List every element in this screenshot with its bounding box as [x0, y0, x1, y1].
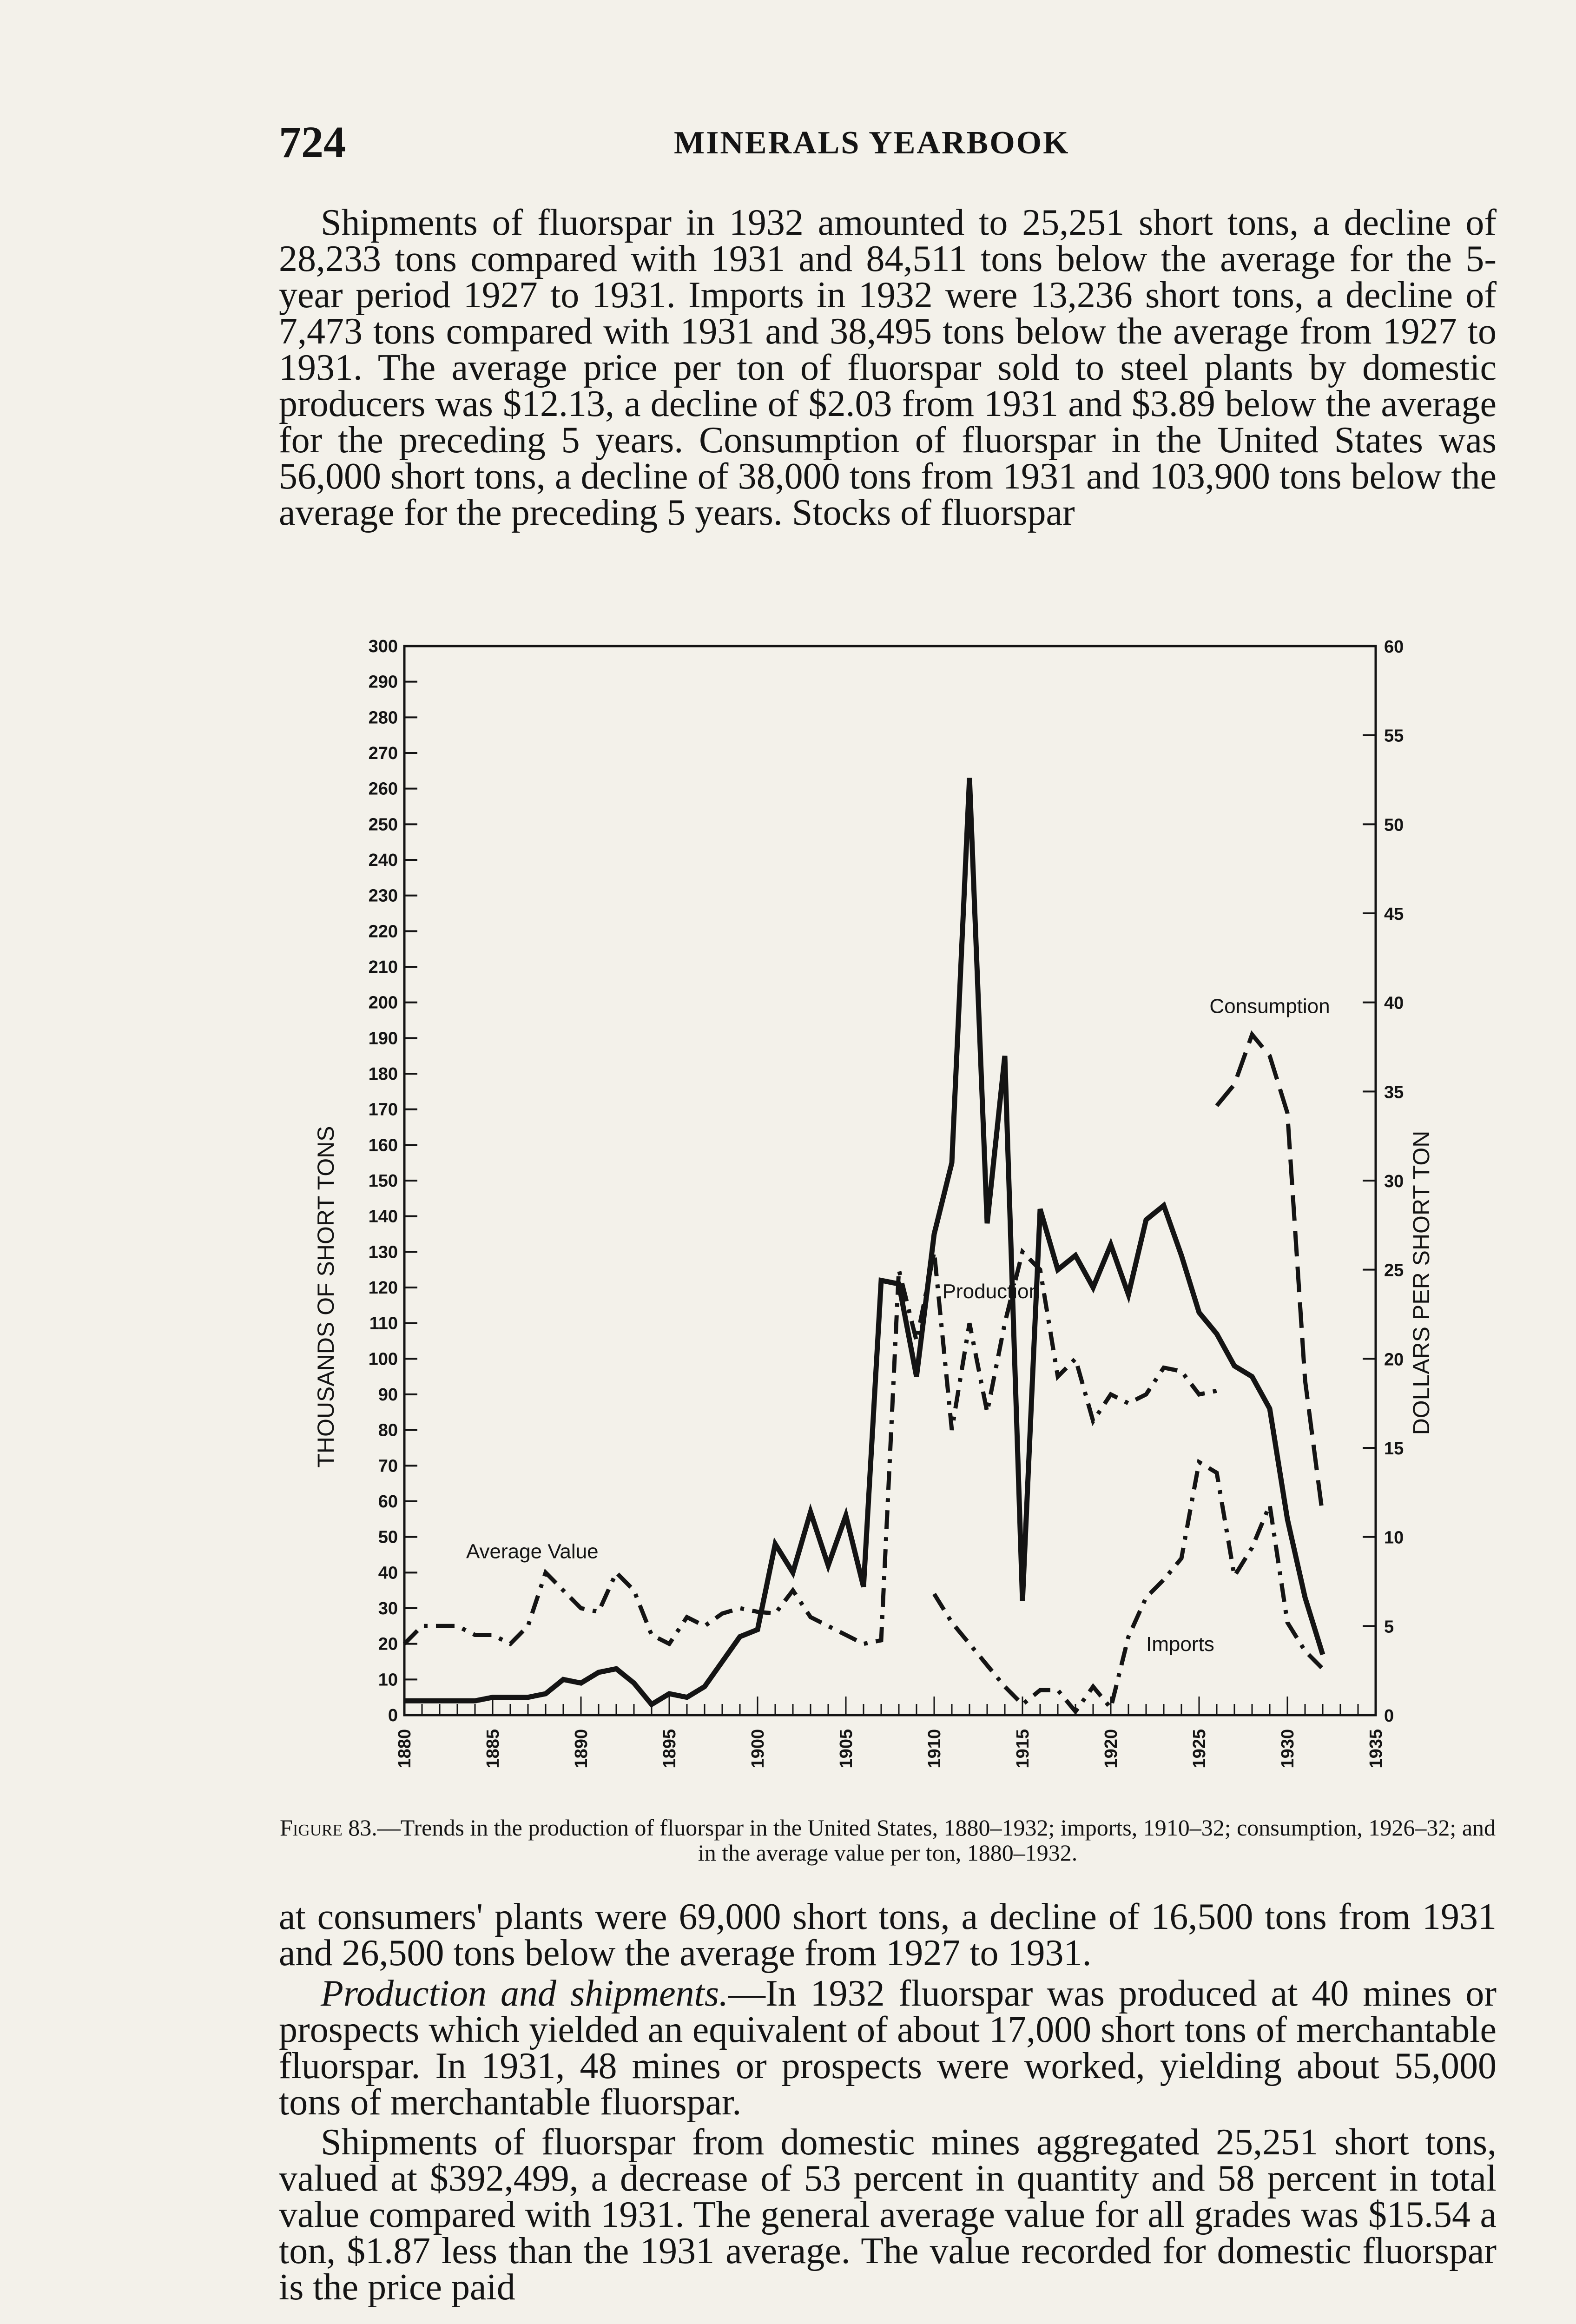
- series-label-production: Production: [942, 1280, 1040, 1303]
- y-tick-label: 290: [368, 672, 398, 692]
- page-number: 724: [279, 117, 346, 167]
- y2-tick-label: 35: [1384, 1083, 1404, 1103]
- y2-tick-label: 45: [1384, 905, 1404, 924]
- paragraph-production-text: —In 1932 fluorspar was produced at 40 mines or prospects which yielded an equivalent of about 17,000 short tons of merchantable fluorspar. In 1931, 48 mines or prospects were worked, yielding about 55,000 tons of merchantable fluorspar.: [279, 1973, 1497, 2123]
- y-tick-label: 160: [368, 1136, 398, 1155]
- y-tick-label: 100: [368, 1349, 398, 1369]
- y-tick-label: 40: [378, 1563, 398, 1583]
- x-tick-label: 1885: [483, 1729, 503, 1769]
- series-line-imports: [934, 1462, 1323, 1712]
- y2-axis-title: DOLLARS PER SHORT TON: [1408, 1130, 1434, 1435]
- y2-tick-label: 15: [1384, 1439, 1404, 1459]
- y-tick-label: 0: [388, 1706, 398, 1725]
- x-tick-label: 1915: [1013, 1729, 1033, 1769]
- paragraph-production: [279, 1973, 1497, 2123]
- y-tick-label: 70: [378, 1456, 398, 1476]
- series-line-average-value: [404, 1252, 1217, 1644]
- series-label-imports: Imports: [1146, 1633, 1214, 1656]
- y-tick-label: 300: [368, 637, 398, 656]
- running-head: MINERALS YEARBOOK: [674, 125, 1070, 161]
- y2-tick-label: 10: [1384, 1528, 1404, 1548]
- y-tick-label: 150: [368, 1171, 398, 1191]
- figure-caption-text: —Trends in the production of fluorspar in the United States, 1880–1932; imports, 1910–32; consumption, 1926–32; and in the average value per ton, 1880–1932.: [377, 1815, 1496, 1866]
- y-tick-label: 60: [378, 1492, 398, 1512]
- y-tick-label: 250: [368, 815, 398, 835]
- y2-tick-label: 55: [1384, 726, 1404, 746]
- y-tick-label: 120: [368, 1278, 398, 1298]
- x-tick-label: 1905: [837, 1729, 856, 1769]
- paragraph-stocks: at consumers' plants were 69,000 short tons, a decline of 16,500 tons from 1931 and 26,500 tons below the average from 1927 to 1931.: [279, 1896, 1497, 1974]
- x-tick-label: 1880: [395, 1729, 415, 1769]
- x-tick-label: 1925: [1190, 1729, 1209, 1769]
- y-tick-label: 10: [378, 1670, 398, 1690]
- y-tick-label: 220: [368, 922, 398, 942]
- fluorspar-trends-chart: [279, 627, 1441, 1789]
- y-tick-label: 80: [378, 1420, 398, 1440]
- y2-tick-label: 5: [1384, 1617, 1394, 1637]
- y-tick-label: 240: [368, 851, 398, 870]
- x-tick-label: 1910: [925, 1729, 944, 1769]
- paragraph-shipments: Shipments of fluorspar from domestic mines aggregated 25,251 short tons, valued at $392,499, a decrease of 53 percent in quantity and 58 percent in total value compared with 1931. The general average value for all grades was $15.54 a ton, $1.87 less than the 1931 average. The value recorded for domestic fluorspar is the price paid: [279, 2122, 1497, 2308]
- y-tick-label: 230: [368, 886, 398, 906]
- y2-tick-label: 60: [1384, 637, 1404, 657]
- x-tick-label: 1895: [660, 1729, 679, 1769]
- page-header: [279, 116, 1487, 172]
- chart-svg: [279, 627, 1441, 1789]
- y2-tick-label: 25: [1384, 1261, 1404, 1281]
- x-tick-label: 1935: [1366, 1729, 1386, 1769]
- y-tick-label: 190: [368, 1029, 398, 1049]
- y-tick-label: 50: [378, 1527, 398, 1547]
- x-tick-label: 1930: [1278, 1729, 1298, 1769]
- y2-tick-label: 40: [1384, 993, 1404, 1013]
- y-tick-label: 110: [369, 1314, 398, 1334]
- y-tick-label: 20: [378, 1634, 398, 1654]
- figure-label: Figure 83.: [279, 1815, 377, 1841]
- figure-caption: [279, 1815, 1497, 1865]
- y-tick-label: 140: [368, 1207, 398, 1227]
- y-tick-label: 260: [368, 779, 398, 799]
- x-tick-label: 1920: [1101, 1729, 1121, 1769]
- y-tick-label: 30: [378, 1599, 398, 1618]
- series-label-consumption: Consumption: [1209, 995, 1330, 1018]
- section-heading-production: Production and shipments.: [321, 1973, 728, 2014]
- series-line-consumption: [1217, 1035, 1323, 1516]
- y-tick-label: 170: [368, 1100, 398, 1120]
- y-tick-label: 180: [368, 1064, 398, 1084]
- y2-tick-label: 30: [1384, 1172, 1404, 1191]
- y2-tick-label: 50: [1384, 815, 1404, 835]
- y-tick-label: 90: [378, 1385, 398, 1405]
- y-tick-label: 130: [368, 1242, 398, 1262]
- x-tick-label: 1890: [572, 1729, 591, 1769]
- y2-tick-label: 20: [1384, 1350, 1404, 1370]
- y-tick-label: 210: [368, 957, 398, 977]
- y-tick-label: 280: [368, 708, 398, 728]
- y-axis-title: THOUSANDS OF SHORT TONS: [313, 1126, 339, 1468]
- y2-tick-label: 0: [1384, 1706, 1394, 1726]
- series-line-production: [404, 778, 1323, 1704]
- paragraph-fluorspar-summary: Shipments of fluorspar in 1932 amounted to 25,251 short tons, a decline of 28,233 tons compared with 1931 and 84,511 tons below the average for the 5-year period 1927 to 1931. Imports in 1932 were 13,236 short tons, a decline of 7,473 tons compared with 1931 and 38,495 tons below the average from 1927 to 1931. The average price per ton of fluorspar sold to steel plants by domestic producers was $12.13, a decline of $2.03 from 1931 and $3.89 below the average for the preceding 5 years. Consumption of fluorspar in the United States was 56,000 short tons, a decline of 38,000 tons from 1931 and 103,900 tons below the average for the preceding 5 years. Stocks of fluorspar: [279, 202, 1497, 533]
- y-tick-label: 200: [368, 993, 398, 1013]
- y-tick-label: 270: [368, 744, 398, 763]
- series-label-average-value: Average Value: [466, 1540, 599, 1563]
- x-tick-label: 1900: [748, 1729, 768, 1769]
